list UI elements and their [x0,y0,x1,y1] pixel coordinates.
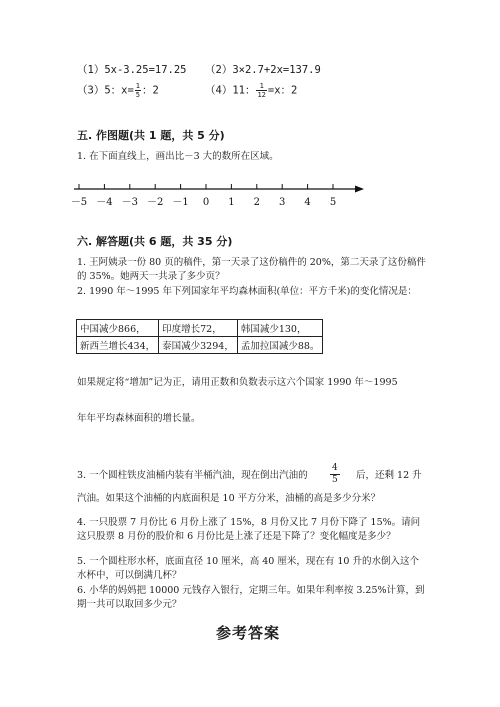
equation-4 [205,82,297,99]
equation-3-suffix: ：2 [142,84,159,97]
section-6-question-2: 2. 1990 年～1995 年下列国家年平均森林面积(单位：平方千米)的变化情况是： [77,286,417,297]
section-5-question-1: 1. 在下面直线上，画出比－3 大的数所在区域。 [77,151,279,162]
equation-3-prefix: （3）5：x= [77,84,134,97]
fraction-denominator: 12 [257,91,266,99]
equation-3-fraction [135,82,141,99]
number-line-tick-label: －4 [96,197,113,208]
table-cell: 韩国减少130， [237,320,323,337]
number-line-tick-label: 0 [202,197,210,208]
equation-4-suffix: =x：2 [267,84,298,97]
table-row [77,320,323,337]
section-6-question-3-fraction [330,463,340,486]
table-cell: 中国减少866， [77,320,159,337]
section-5-title: 五. 作图题(共 1 题，共 5 分) [77,129,225,142]
equation-4-prefix: （4）11： [205,84,256,97]
equation-1: （1）5x-3.25=17.25 [77,64,187,76]
equation-4-fraction [256,82,266,99]
fraction-numerator: 4 [332,463,338,473]
number-line-arrow-icon [355,186,364,193]
table-cell: 泰国减少3294， [159,337,238,354]
number-line-tick-label: －1 [172,197,189,208]
number-line-tick-label: －5 [70,197,88,208]
section-6-title: 六. 解答题(共 6 题，共 35 分) [77,235,233,248]
fraction-numerator: 1 [256,82,266,91]
number-line-tick-label: 5 [329,197,337,208]
fraction-denominator: 5 [332,475,338,485]
fraction-denominator: 5 [135,91,141,99]
number-line-tick-label: －2 [147,197,164,208]
table-row [77,337,323,354]
equation-2: （2）3×2.7+2x=137.9 [205,64,321,76]
number-line-tick-label: －3 [121,197,138,208]
answer-title: 参考答案 [216,624,281,642]
table-cell: 新西兰增长434， [77,337,159,354]
number-line-tick-label: 1 [228,197,235,208]
number-line-tick-label: 2 [253,197,260,208]
section-6-question-3-part-1: 3. 一个圆柱铁皮油桶内装有半桶汽油，现在倒出汽油的 [77,470,308,481]
number-line-tick-label: 3 [279,197,286,208]
section-6-question-2-note-line-1: 如果规定将“增加”记为正，请用正数和负数表示这六个国家 1990 年～1995 [77,377,398,388]
fraction-numerator: 1 [135,82,141,90]
equation-3 [77,82,159,99]
forest-area-table [76,319,323,354]
section-6-question-3-part-3: 汽油。如果这个油桶的内底面积是 10 平方分米，油桶的高是多少分米？ [77,493,381,504]
section-6-question-4: 4. 一只股票 7 月份比 6 月份上涨了 15%，8 月份又比 7 月份下降了 15%。请问这只股票 8 月份的股价和 6 月份比是上涨了还是下降了？变化幅度是多少？ [77,517,421,542]
number-line-tick-label: 4 [304,197,311,208]
table-cell: 印度增长72， [159,320,238,337]
section-6-question-1: 1. 王阿姨录一份 80 页的稿件，第一天录了这份稿件的 20%，第二天录了这份稿件的 35%。她两天一共录了多少页？ [77,257,426,282]
table-cell: 孟加拉国减少88。 [237,337,323,354]
section-6-question-2-note-line-2: 年年平均森林面积的增长量。 [77,413,201,424]
section-6-question-3-part-2: 后，还剩 12 升 [356,470,422,481]
section-6-question-5: 5. 一个圆柱形水杯，底面直径 10 厘米，高 40 厘米，现在有 10 升的水倒入这个水杯中，可以倒满几杯？ [77,556,419,581]
number-line [70,182,370,212]
section-6-question-6: 6. 小华的妈妈把 10000 元钱存入银行，定期三年。如果年利率按 3.25%计算，到期一共可以取回多少元？ [77,585,425,610]
